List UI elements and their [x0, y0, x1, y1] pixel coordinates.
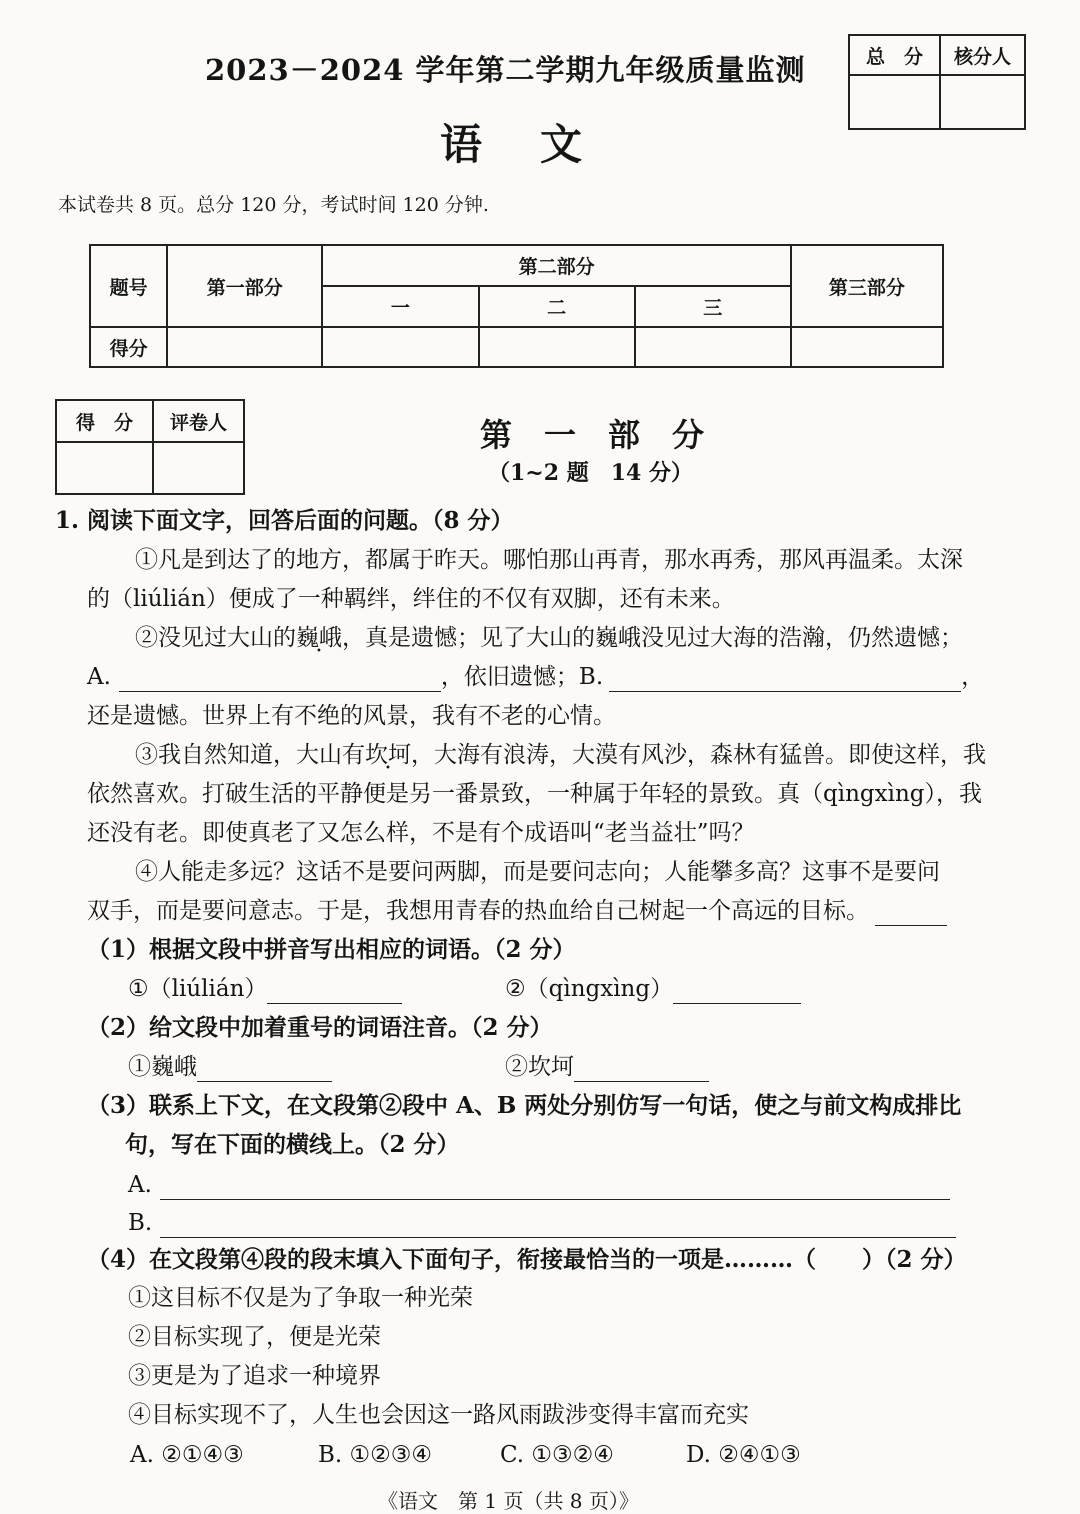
sub-question-2-item-a [128, 1052, 332, 1082]
sub2-a-label: ①巍峨 [128, 1054, 197, 1080]
sub-question-3-line-2: 句，写在下面的横线上。（2 分） [125, 1131, 460, 1158]
score-cell-part1[interactable] [167, 327, 322, 367]
choice-c[interactable]: C. ①③②④ [500, 1442, 614, 1468]
score-cell-part2-3[interactable] [635, 327, 791, 367]
paragraph-3-text-b: ，大海有浪涛，大漠有风沙，森林有猛兽。即使这样，我 [411, 742, 986, 768]
sub2-b-label: ②坎坷 [505, 1054, 574, 1080]
paragraph-4-text: 双手，而是要问意志。于是，我想用青春的热血给自己树起一个高远的目标。 [87, 898, 869, 924]
option-2: ②目标实现了，便是光荣 [128, 1324, 381, 1350]
sub1-a-blank[interactable] [267, 981, 402, 1004]
paragraph-3-line-2: 依然喜欢。打破生活的平静便是另一番景致，一种属于年轻的景致。真（qìngxìng），我 [87, 781, 982, 807]
section-subtitle: （1~2 题 14 分） [488, 460, 693, 486]
sub-question-1: （1）根据文段中拼音写出相应的词语。（2 分） [87, 936, 576, 963]
grader-score-label: 得 分 [56, 400, 153, 442]
emphasized-word-kanke: 坎坷 [365, 742, 411, 768]
sub-question-2: （2）给文段中加着重号的词语注音。（2 分） [87, 1014, 553, 1041]
checker-cell[interactable] [940, 75, 1025, 129]
sub3-b-label: B. [128, 1210, 153, 1236]
sub3-a-blank[interactable] [160, 1177, 950, 1200]
question-1-stem: 1. 阅读下面文字，回答后面的问题。（8 分） [55, 507, 514, 534]
sub3-answer-a [128, 1170, 950, 1200]
paragraph-2-text-b: ，真是遗憾；见了大山的巍峨没见过大海的浩瀚，仍然遗憾； [342, 625, 963, 651]
paragraph-3-line-1 [135, 740, 986, 770]
paragraph-4-line-1: ④人能走多远？这话不是要问两脚，而是要问志向；人能攀多高？这事不是要问 [135, 859, 940, 885]
grader-score-cell[interactable] [56, 442, 153, 494]
blank-a-label: A. [87, 664, 111, 690]
option-1: ①这目标不仅是为了争取一种光荣 [128, 1285, 473, 1311]
sub-question-3-line-1: （3）联系上下文，在文段第②段中 A、B 两处分别仿写一句话，使之与前文构成排比 [87, 1092, 962, 1119]
paragraph-2-end: ， [961, 664, 985, 690]
sub3-a-label: A. [128, 1172, 152, 1198]
exam-intro: 本试卷共 8 页。总分 120 分，考试时间 120 分钟. [58, 194, 489, 216]
paragraph-2-line-1 [135, 623, 963, 653]
sub-question-1-item-b [505, 974, 801, 1004]
paragraph-1-line-2: 的（liúlián）便成了一种羁绊，绊住的不仅有双脚，还有未来。 [87, 586, 735, 612]
sub1-b-blank[interactable] [673, 981, 801, 1004]
section-title: 第 一 部 分 [480, 416, 705, 454]
score-label: 得分 [90, 327, 167, 367]
page-footer: 《语文 第 1 页（共 8 页）》 [378, 1489, 639, 1513]
subject-title: 语 文 [440, 120, 591, 169]
total-score-cell[interactable] [849, 75, 940, 129]
choice-a[interactable]: A. ②①④③ [130, 1442, 244, 1468]
part2-sub-3: 三 [635, 286, 791, 327]
sub-question-1-item-a [128, 974, 402, 1004]
grader-name-label: 评卷人 [153, 400, 244, 442]
part2-header: 第二部分 [322, 245, 790, 286]
sub3-b-blank[interactable] [160, 1215, 956, 1238]
sub2-b-blank[interactable] [574, 1059, 709, 1082]
paragraph-2-line-2 [87, 662, 984, 692]
part2-sub-1: 一 [322, 286, 478, 327]
score-cell-part2-2[interactable] [479, 327, 635, 367]
exam-title: 2023－2024 学年第二学期九年级质量监测 [205, 53, 806, 87]
choice-d[interactable]: D. ②④①③ [686, 1442, 801, 1468]
part3-header: 第三部分 [791, 245, 943, 327]
paragraph-2-line-3: 还是遗憾。世界上有不绝的风景，我有不老的心情。 [87, 703, 616, 729]
total-score-box [848, 34, 1026, 130]
part1-header: 第一部分 [167, 245, 322, 327]
paragraph-4-blank[interactable] [875, 903, 947, 926]
paragraph-1-line-1: ①凡是到达了的地方，都属于昨天。哪怕那山再青，那水再秀，那风再温柔。太深 [135, 547, 963, 573]
paragraph-4-line-2 [87, 896, 947, 926]
paragraph-3-line-3: 还没有老。即使真老了又怎么样，不是有个成语叫“老当益壮”吗？ [87, 820, 755, 846]
paragraph-2-mid: ，依旧遗憾；B. [440, 664, 604, 690]
checker-label: 核分人 [940, 35, 1025, 75]
option-3: ③更是为了追求一种境界 [128, 1363, 381, 1389]
emphasized-word-weie: 巍峨 [296, 625, 342, 651]
paragraph-3-text-a: ③我自然知道，大山有 [135, 742, 365, 768]
sub2-a-blank[interactable] [197, 1059, 332, 1082]
blank-a[interactable] [119, 669, 441, 692]
sub1-a-label: ①（liúlián） [128, 976, 268, 1002]
sub1-b-label: ②（qìngxìng） [505, 976, 674, 1002]
choice-b[interactable]: B. ①②③④ [318, 1442, 433, 1468]
paragraph-2-text-a: ②没见过大山的 [135, 625, 296, 651]
score-table [89, 244, 944, 368]
score-cell-part2-1[interactable] [322, 327, 478, 367]
sub-question-4: （4）在文段第④段的段末填入下面句子，衔接最恰当的一项是………（ ）（2 分） [87, 1246, 967, 1273]
part2-sub-2: 二 [479, 286, 635, 327]
blank-b[interactable] [609, 669, 961, 692]
sub3-answer-b [128, 1208, 956, 1238]
question-number-label: 题号 [90, 245, 167, 327]
option-4: ④目标实现不了，人生也会因这一路风雨跋涉变得丰富而充实 [128, 1402, 749, 1428]
grader-name-cell[interactable] [153, 442, 244, 494]
sub-question-2-item-b [505, 1052, 709, 1082]
grader-box [55, 399, 245, 495]
total-score-label: 总 分 [849, 35, 940, 75]
score-cell-part3[interactable] [791, 327, 943, 367]
